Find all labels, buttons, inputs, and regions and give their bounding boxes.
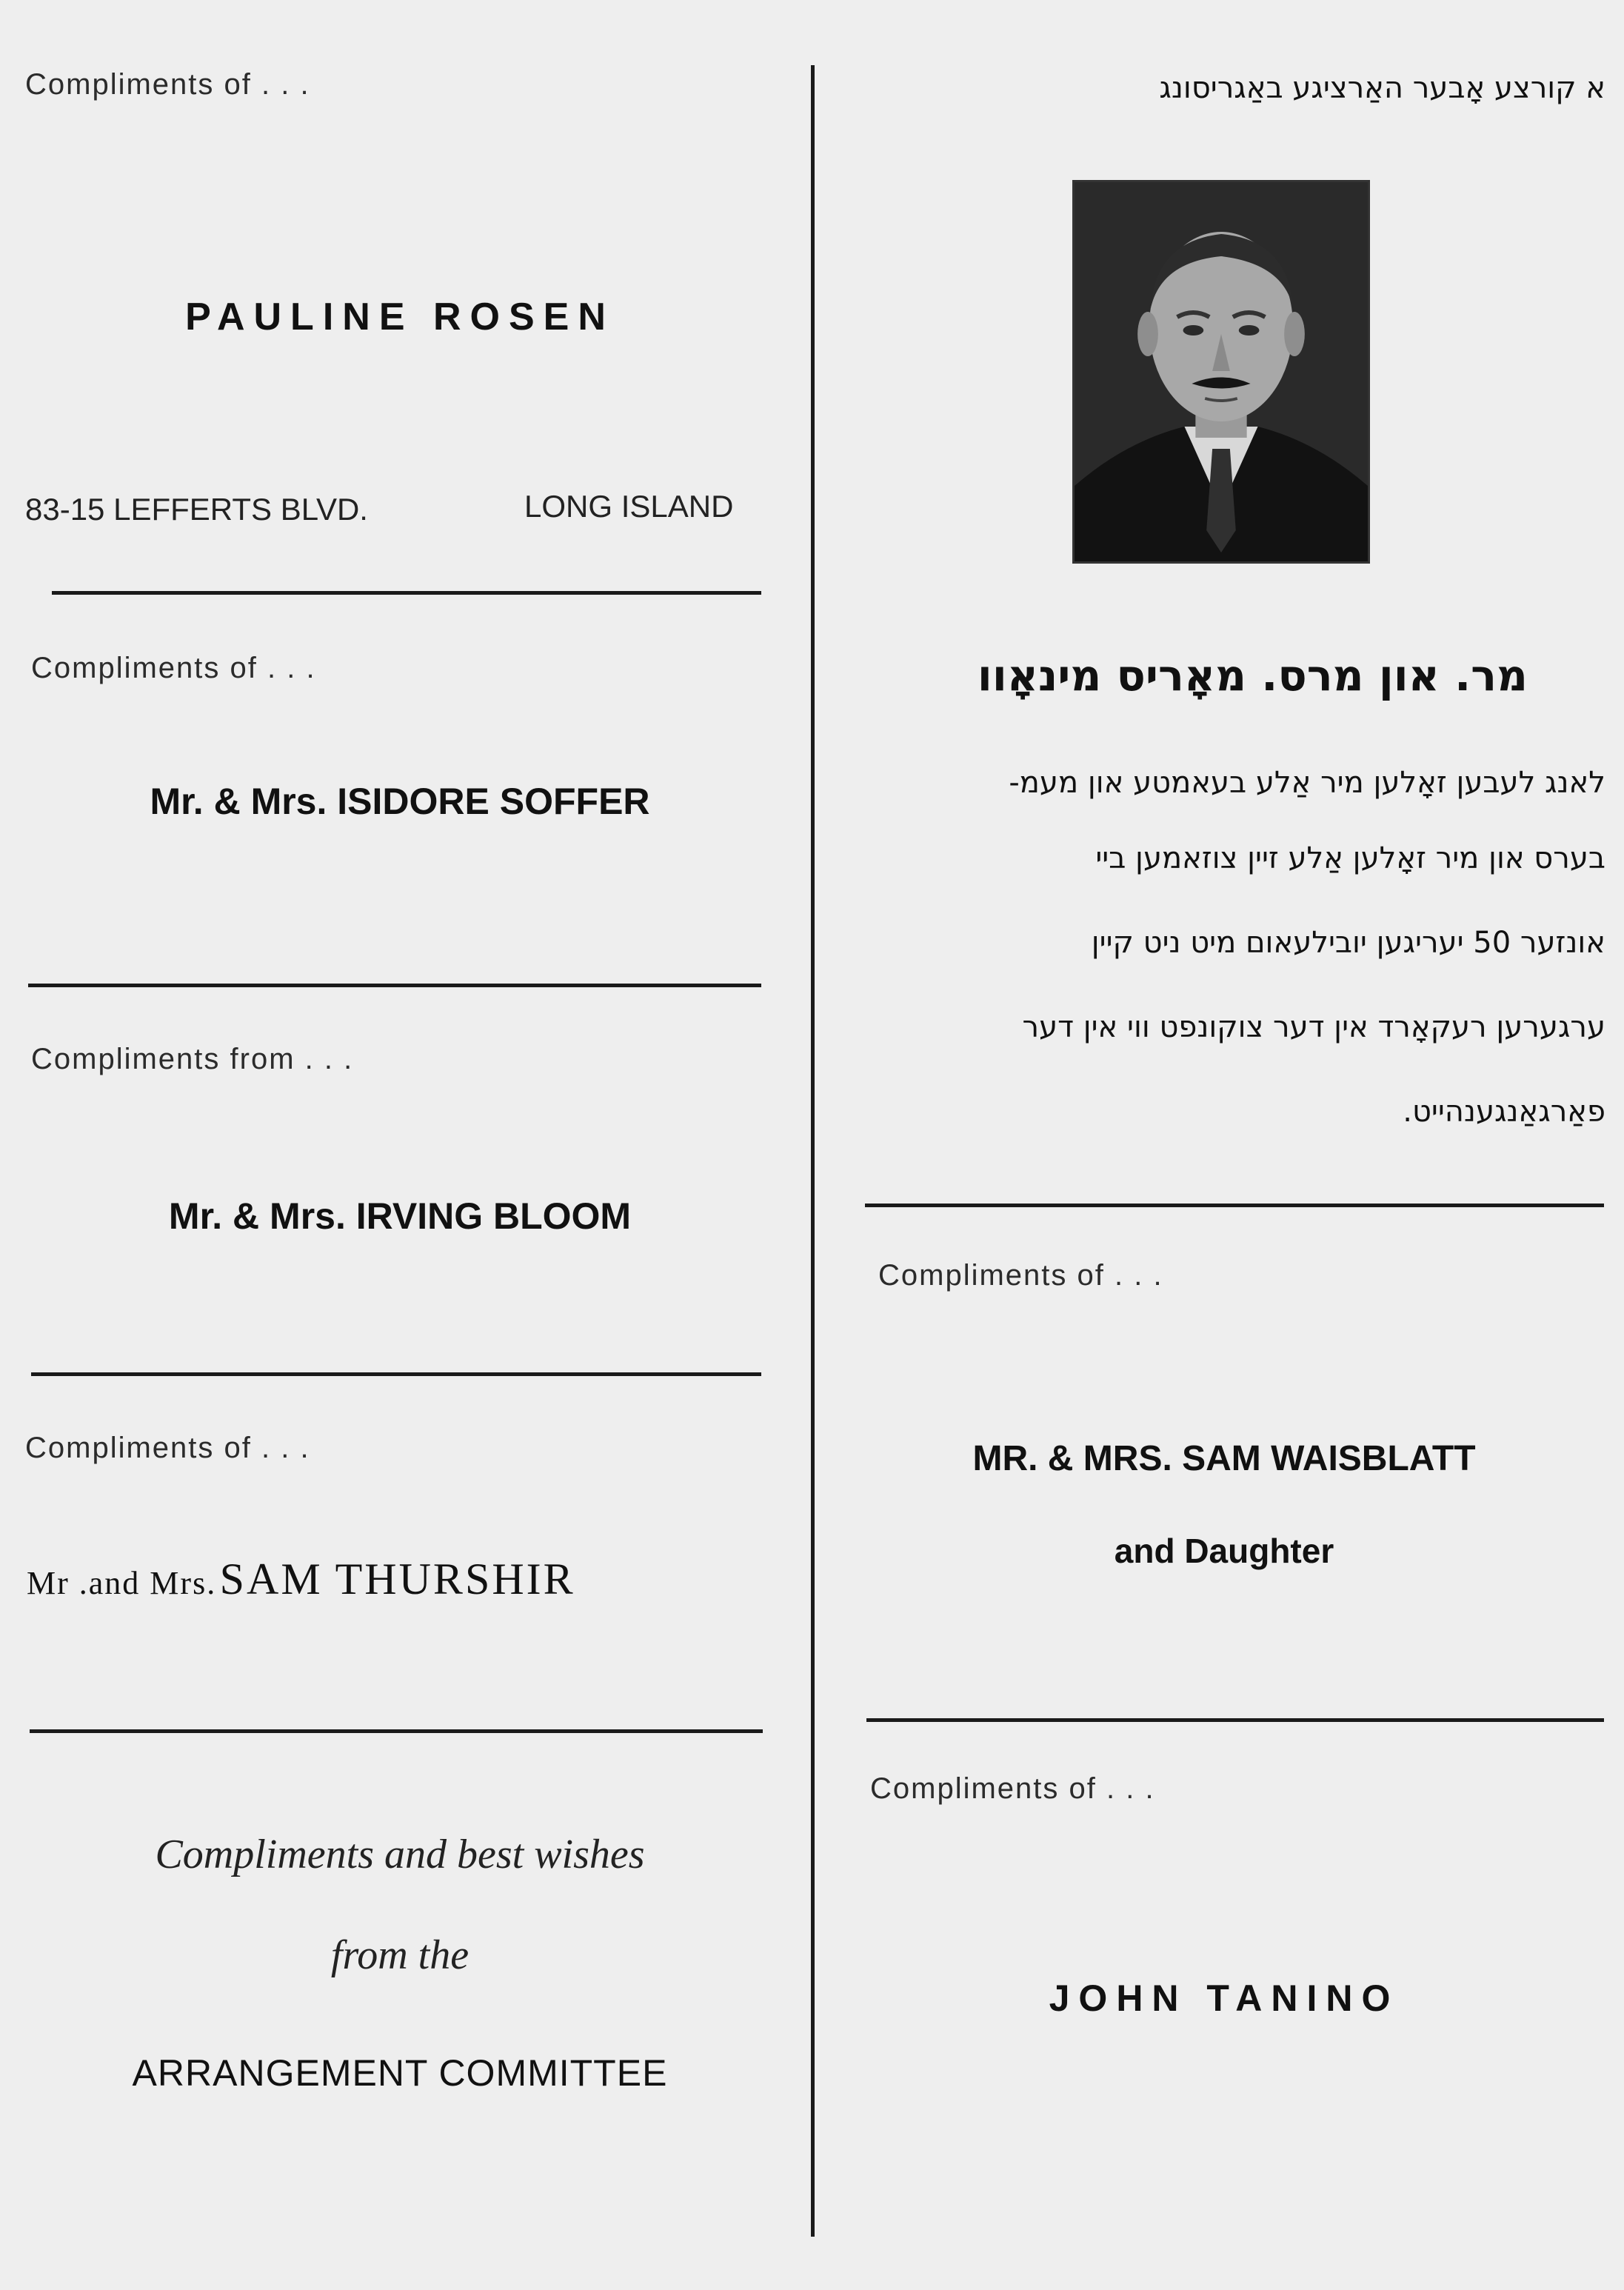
- rule-4: [30, 1729, 763, 1733]
- portrait-image: [1075, 182, 1368, 561]
- ad6-compliments: Compliments of . . .: [878, 1259, 1163, 1292]
- rule-2: [28, 984, 761, 987]
- feature-line-5: פאַרגאַנגענהייט.: [1403, 1095, 1605, 1129]
- ad5-line2: from the: [330, 1932, 470, 1978]
- center-divider: [811, 65, 815, 2237]
- portrait-photo: [1072, 180, 1370, 564]
- ad2-compliments: Compliments of . . .: [31, 652, 316, 684]
- ad1-city: LONG ISLAND: [524, 489, 734, 524]
- ad4-name: SAM THURSHIR: [219, 1555, 575, 1603]
- rule-5: [865, 1204, 1604, 1207]
- ad4-name-prefix: Mr .and Mrs.: [27, 1565, 217, 1601]
- ad7-name: JOHN TANINO: [1049, 1977, 1400, 2019]
- rule-6: [866, 1718, 1604, 1722]
- ad2-name: Mr. & Mrs. ISIDORE SOFFER: [150, 781, 650, 822]
- feature-title: מר. און מרס. מאָריס מינאָוו: [977, 650, 1528, 701]
- ad1-compliments: Compliments of . . .: [25, 68, 310, 101]
- ad3-name: Mr. & Mrs. IRVING BLOOM: [168, 1195, 632, 1237]
- ad5-committee: ARRANGEMENT COMMITTEE: [132, 2052, 668, 2094]
- ad5-line1: Compliments and best wishes: [155, 1832, 645, 1877]
- ad1-address: 83-15 LEFFERTS BLVD.: [25, 492, 368, 527]
- feature-line-1: לאנג לעבען זאָלען מיר אַלע בעאמטע און מעמ-: [1009, 766, 1605, 800]
- feature-line-2: בערס און מיר זאָלען אַלע זיין צוזאמען ביי: [1095, 841, 1605, 875]
- rule-1: [52, 591, 761, 595]
- ad6-sub: and Daughter: [1114, 1532, 1334, 1570]
- ad1-name: PAULINE ROSEN: [185, 296, 615, 338]
- ad4-compliments: Compliments of . . .: [25, 1432, 310, 1464]
- right-header: א קורצע אָבער האַרציגע באַגריסונג: [1159, 71, 1605, 105]
- rule-3: [31, 1372, 761, 1376]
- ad3-compliments: Compliments from . . .: [31, 1043, 354, 1075]
- ad7-compliments: Compliments of . . .: [870, 1772, 1155, 1805]
- ad6-name: MR. & MRS. SAM WAISBLATT: [972, 1439, 1476, 1478]
- feature-line-4: ערגערען רעקאָרד אין דער צוקונפט ווי אין דער: [1022, 1010, 1605, 1044]
- feature-line-3: אונזער 50 יעריגען יובילעאום מיט ניט קיין: [1091, 926, 1605, 960]
- ad4-name-line: [27, 1554, 575, 1605]
